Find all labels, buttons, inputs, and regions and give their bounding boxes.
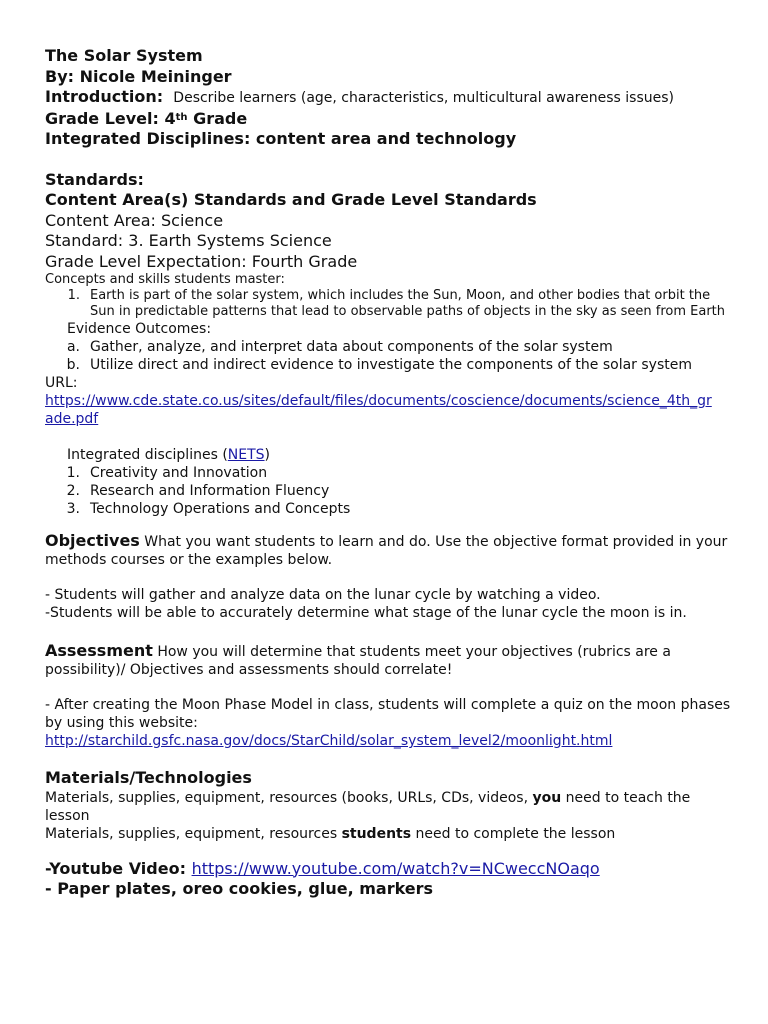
list-item-letter: a. — [66, 339, 80, 355]
objective-item: - Students will gather and analyze data on the lunar cycle by watching a video. — [45, 587, 601, 603]
youtube-label: -Youtube Video: — [45, 858, 192, 878]
standards-url-link-wrap — [45, 392, 717, 428]
materials-text: Materials, supplies, equipment, resources (books, URLs, CDs, videos, — [45, 789, 533, 806]
list-item — [45, 464, 735, 482]
list-item — [45, 356, 735, 374]
list-item-text: Research and Information Fluency — [90, 483, 330, 499]
list-item — [45, 338, 735, 356]
concepts-label: Concepts and skills students master: — [45, 272, 285, 287]
youtube-line — [45, 859, 735, 880]
materials-text: need to teach the lesson — [45, 789, 691, 824]
grade-level-sup: th — [175, 111, 188, 123]
nets-link[interactable]: NETS — [227, 447, 265, 463]
assessment-description: How you will determine that students meet your objectives (rubrics are a possibility)/ Objectives and assessments should correlate! — [45, 644, 671, 678]
lesson-plan-document — [45, 46, 735, 900]
materials-text: Materials, supplies, equipment, resources — [45, 825, 342, 842]
document-title: The Solar System — [45, 46, 203, 65]
objectives-description: What you want students to learn and do. Use the objective format provided in your methods courses or the examples below. — [45, 534, 728, 568]
grade-level-suffix: Grade — [187, 108, 248, 128]
list-item-text: Earth is part of the solar system, which includes the Sun, Moon, and other bodies that orbit the Sun in predictable patterns that lead to observable paths of objects in the sky as seen from Earth — [90, 288, 726, 319]
list-item — [45, 288, 735, 320]
assessment-url-link[interactable]: http://starchild.gsfc.nasa.gov/docs/StarChild/solar_system_level2/moonlight.html — [45, 733, 613, 749]
materials-teacher-line — [45, 789, 735, 825]
youtube-link[interactable]: https://www.youtube.com/watch?v=NCweccNOaqo — [191, 858, 600, 878]
expectation-line: Grade Level Expectation: Fourth Grade — [45, 251, 358, 271]
list-item — [45, 500, 735, 518]
introduction-label: Introduction: — [45, 87, 164, 106]
list-item-number: 1. — [66, 465, 80, 481]
assessment-label: Assessment — [45, 641, 153, 660]
grade-level-label: Grade Level: 4 — [45, 108, 176, 128]
materials-students-line — [45, 825, 735, 843]
list-item-number: 3. — [66, 501, 80, 517]
content-area-line: Content Area: Science — [45, 210, 224, 230]
standards-heading: Standards: — [45, 169, 144, 189]
objectives-label: Objectives — [45, 531, 140, 550]
integrated-disciplines-line: Integrated Disciplines: content area and technology — [45, 129, 517, 148]
list-item-text: Gather, analyze, and interpret data about components of the solar system — [90, 339, 613, 355]
grade-level-line — [45, 109, 735, 130]
assessment-item: - After creating the Moon Phase Model in class, students will complete a quiz on the moon phases by using this website: — [45, 697, 731, 731]
list-item-letter: b. — [66, 357, 80, 373]
list-item-number: 1. — [67, 288, 80, 303]
evidence-list — [45, 338, 735, 374]
assessment-url-wrap — [45, 732, 735, 750]
url-label: URL: — [45, 375, 78, 391]
supplies-line: - Paper plates, oreo cookies, glue, markers — [45, 879, 434, 898]
objectives-section — [45, 532, 735, 569]
materials-emphasis-you: you — [532, 789, 562, 806]
integrated-disciplines-label — [45, 446, 735, 464]
author-line: By: Nicole Meininger — [45, 66, 232, 86]
evidence-label: Evidence Outcomes: — [67, 321, 212, 337]
materials-heading: Materials/Technologies — [45, 768, 252, 787]
standard-line: Standard: 3. Earth Systems Science — [45, 231, 332, 250]
concepts-list — [45, 288, 735, 320]
integrated-suffix: ) — [264, 447, 271, 463]
integrated-prefix: Integrated disciplines ( — [67, 447, 228, 463]
integrated-list — [45, 464, 735, 518]
standards-subheading: Content Area(s) Standards and Grade Level Standards — [45, 190, 537, 209]
list-item-text: Technology Operations and Concepts — [90, 501, 351, 517]
materials-emphasis-students: students — [341, 825, 412, 842]
list-item — [45, 482, 735, 500]
assessment-section — [45, 642, 735, 679]
standards-url-link[interactable]: https://www.cde.state.co.us/sites/default/files/documents/coscience/documents/science_4th_grade.pdf — [45, 393, 712, 427]
objective-item: -Students will be able to accurately determine what stage of the lunar cycle the moon is in. — [45, 605, 687, 621]
list-item-text: Creativity and Innovation — [90, 465, 268, 481]
list-item-number: 2. — [66, 483, 80, 499]
introduction-text: Describe learners (age, characteristics, multicultural awareness issues) — [173, 90, 674, 106]
materials-text: need to complete the lesson — [411, 825, 616, 842]
introduction-line — [45, 87, 735, 109]
list-item-text: Utilize direct and indirect evidence to investigate the components of the solar system — [90, 357, 692, 373]
